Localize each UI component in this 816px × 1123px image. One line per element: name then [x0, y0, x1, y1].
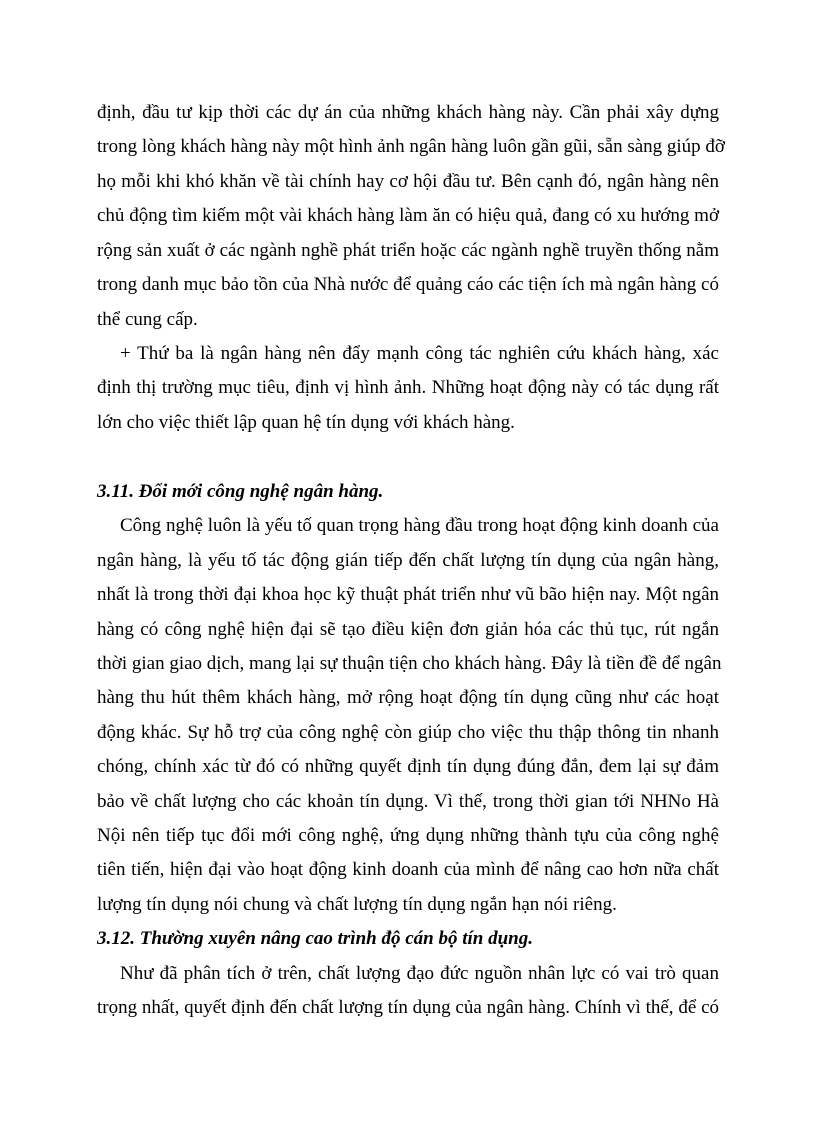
text-line: Công nghệ luôn là yếu tố quan trọng hàng đầu trong hoạt động kinh doanh của — [120, 515, 719, 536]
text-line: trong danh mục bảo tồn của Nhà nước để quảng cáo các tiện ích mà ngân hàng có — [97, 274, 719, 295]
text-line: định, đầu tư kịp thời các dự án của những khách hàng này. Cần phải xây dựng — [97, 102, 719, 123]
text-line: Như đã phân tích ở trên, chất lượng đạo đức nguồn nhân lực có vai trò quan — [120, 963, 719, 984]
text-line: thời gian giao dịch, mang lại sự thuận tiện cho khách hàng. Đây là tiền đề để ngân — [97, 653, 722, 674]
text-line: ngân hàng, là yếu tố tác động gián tiếp đến chất lượng tín dụng của ngân hàng, — [97, 550, 719, 571]
section-heading: 3.11. Đổi mới công nghệ ngân hàng. — [97, 481, 384, 502]
text-line: trọng nhất, quyết định đến chất lượng tín dụng của ngân hàng. Chính vì thế, để có — [97, 997, 719, 1018]
text-line: hàng có công nghệ hiện đại sẽ tạo điều kiện đơn giản hóa các thủ tục, rút ngắn — [97, 619, 719, 640]
text-line: tiên tiến, hiện đại vào hoạt động kinh doanh của mình để nâng cao hơn nữa chất — [97, 859, 719, 880]
text-line: họ mỗi khi khó khăn về tài chính hay cơ hội đầu tư. Bên cạnh đó, ngân hàng nên — [97, 171, 719, 192]
text-line: lớn cho việc thiết lập quan hệ tín dụng với khách hàng. — [97, 412, 515, 433]
text-line: thể cung cấp. — [97, 309, 198, 330]
text-line: nhất là trong thời đại khoa học kỹ thuật phát triển như vũ bão hiện nay. Một ngân — [97, 584, 719, 605]
text-line: lượng tín dụng nói chung và chất lượng tín dụng ngắn hạn nói riêng. — [97, 894, 617, 915]
text-line: chủ động tìm kiếm một vài khách hàng làm ăn có hiệu quả, đang có xu hướng mở — [97, 205, 719, 226]
text-line: + Thứ ba là ngân hàng nên đẩy mạnh công tác nghiên cứu khách hàng, xác — [120, 343, 719, 364]
text-line: chóng, chính xác từ đó có những quyết định tín dụng đúng đắn, đem lại sự đảm — [97, 756, 719, 777]
text-line: bảo về chất lượng cho các khoản tín dụng. Vì thế, trong thời gian tới NHNo Hà — [97, 791, 719, 812]
text-line: trong lòng khách hàng này một hình ảnh ngân hàng luôn gần gũi, sẵn sàng giúp đỡ — [97, 136, 725, 157]
text-line: định thị trường mục tiêu, định vị hình ảnh. Những hoạt động này có tác dụng rất — [97, 377, 719, 398]
text-line: hàng thu hút thêm khách hàng, mở rộng hoạt động tín dụng cũng như các hoạt — [97, 687, 719, 708]
text-line: Nội nên tiếp tục đổi mới công nghệ, ứng dụng những thành tựu của công nghệ — [97, 825, 719, 846]
text-line: động khác. Sự hỗ trợ của công nghệ còn giúp cho việc thu thập thông tin nhanh — [97, 722, 719, 743]
text-line: rộng sản xuất ở các ngành nghề phát triển hoặc các ngành nghề truyền thống nằm — [97, 240, 719, 261]
section-heading: 3.12. Thường xuyên nâng cao trình độ cán bộ tín dụng. — [97, 928, 533, 949]
